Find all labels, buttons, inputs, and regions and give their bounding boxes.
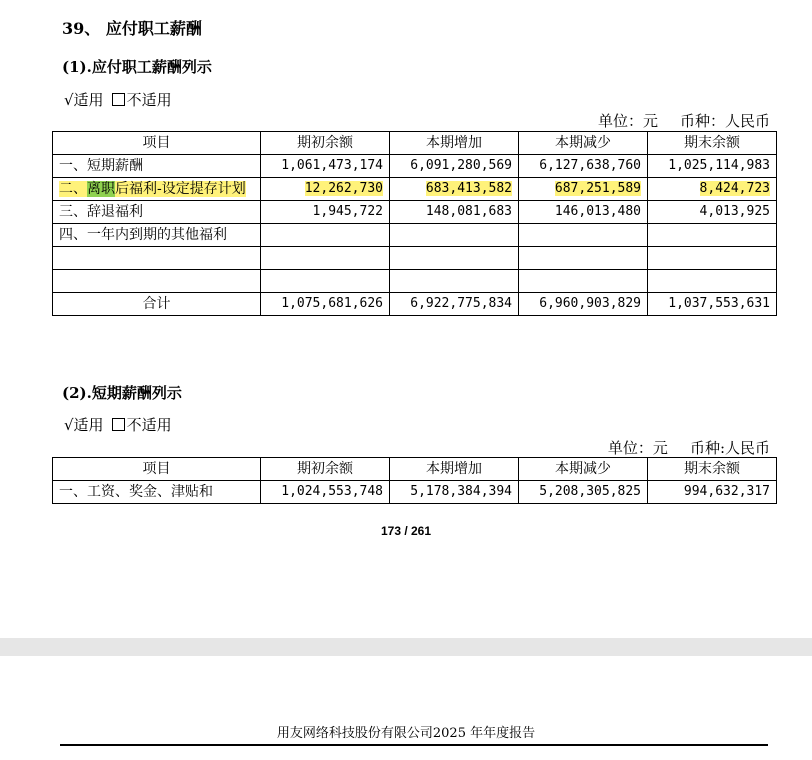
value-cell: 1,025,114,983 xyxy=(648,155,777,178)
row-label[interactable] xyxy=(53,178,261,201)
value-cell xyxy=(519,270,648,293)
value-cell: 4,013,925 xyxy=(648,201,777,224)
table-row xyxy=(53,155,777,178)
selected-text: 离职 xyxy=(87,181,115,197)
row-label xyxy=(53,247,261,270)
value-cell: 683,413,582 xyxy=(390,178,519,201)
not-applicable-option: 不适用 xyxy=(126,416,172,434)
table-row-total xyxy=(53,293,777,316)
sub1-title: (1).应付职工薪酬列示 xyxy=(62,58,212,76)
value-cell: 6,960,903,829 xyxy=(519,293,648,316)
row-label: 三、辞退福利 xyxy=(53,201,261,224)
highlight-text: 二、 xyxy=(59,181,87,197)
sub2-applicability xyxy=(64,414,172,435)
value-cell: 1,945,722 xyxy=(261,201,390,224)
currency-label: 币种:人民币 xyxy=(689,439,770,457)
table-header-row xyxy=(53,132,777,155)
value-cell xyxy=(648,247,777,270)
value-cell xyxy=(390,247,519,270)
section-title: 39、 应付职工薪酬 xyxy=(62,19,202,38)
checkbox-icon xyxy=(112,418,125,431)
highlight-text: 后福利-设定提存计划 xyxy=(115,181,246,197)
unit-label: 单位：元 xyxy=(607,439,668,457)
value-cell xyxy=(261,247,390,270)
report-header-text: 用友网络科技股份有限公司2025 年年度报告 xyxy=(276,726,536,741)
value-cell: 6,091,280,569 xyxy=(390,155,519,178)
header-cell: 项目 xyxy=(53,132,261,155)
value-cell: 5,208,305,825 xyxy=(519,481,648,504)
value-cell xyxy=(648,270,777,293)
table-row-highlighted xyxy=(53,178,777,201)
row-label: 四、一年内到期的其他福利 xyxy=(53,224,261,247)
next-page xyxy=(0,656,812,760)
header-cell: 期初余额 xyxy=(261,132,390,155)
table-row-empty xyxy=(53,270,777,293)
table-row xyxy=(53,481,777,504)
sub2-unit-line xyxy=(586,437,770,458)
header-cell: 本期增加 xyxy=(390,132,519,155)
table-header-row xyxy=(53,458,777,481)
currency-label: 币种：人民币 xyxy=(679,112,770,130)
value-cell: 12,262,730 xyxy=(261,178,390,201)
value-cell: 994,632,317 xyxy=(648,481,777,504)
not-applicable-option: 不适用 xyxy=(126,91,172,109)
value-cell xyxy=(519,247,648,270)
value-cell: 687,251,589 xyxy=(519,178,648,201)
value-cell: 5,178,384,394 xyxy=(390,481,519,504)
page-number: 173 / 261 xyxy=(380,524,432,538)
value-cell: 148,081,683 xyxy=(390,201,519,224)
header-cell: 期末余额 xyxy=(648,458,777,481)
table-row xyxy=(53,201,777,224)
unit-label: 单位：元 xyxy=(597,112,658,130)
row-label: 合计 xyxy=(53,293,261,316)
value-cell: 6,127,638,760 xyxy=(519,155,648,178)
value-cell xyxy=(261,270,390,293)
row-label: 一、工资、奖金、津贴和 xyxy=(53,481,261,504)
page-gap xyxy=(0,638,812,656)
value-cell xyxy=(648,224,777,247)
header-cell: 本期减少 xyxy=(519,132,648,155)
value-cell xyxy=(261,224,390,247)
value-cell: 1,061,473,174 xyxy=(261,155,390,178)
applicable-option: √适用 xyxy=(64,91,104,109)
checkbox-icon xyxy=(112,93,125,106)
payable-compensation-table xyxy=(52,131,777,316)
value-cell: 1,024,553,748 xyxy=(261,481,390,504)
value-cell xyxy=(519,224,648,247)
sub1-unit-line xyxy=(576,110,770,131)
table-row xyxy=(53,224,777,247)
header-cell: 本期增加 xyxy=(390,458,519,481)
value-cell: 146,013,480 xyxy=(519,201,648,224)
header-cell: 期初余额 xyxy=(261,458,390,481)
sub1-applicability xyxy=(64,89,172,110)
short-term-compensation-table xyxy=(52,457,777,504)
header-cell: 项目 xyxy=(53,458,261,481)
value-cell: 8,424,723 xyxy=(648,178,777,201)
row-label xyxy=(53,270,261,293)
value-cell: 1,037,553,631 xyxy=(648,293,777,316)
sub2-title: (2).短期薪酬列示 xyxy=(62,384,182,402)
value-cell xyxy=(390,270,519,293)
value-cell: 1,075,681,626 xyxy=(261,293,390,316)
table-row-empty xyxy=(53,247,777,270)
value-cell xyxy=(390,224,519,247)
applicable-option: √适用 xyxy=(64,416,104,434)
header-rule xyxy=(60,744,768,746)
header-cell: 期末余额 xyxy=(648,132,777,155)
row-label: 一、短期薪酬 xyxy=(53,155,261,178)
header-cell: 本期减少 xyxy=(519,458,648,481)
value-cell: 6,922,775,834 xyxy=(390,293,519,316)
